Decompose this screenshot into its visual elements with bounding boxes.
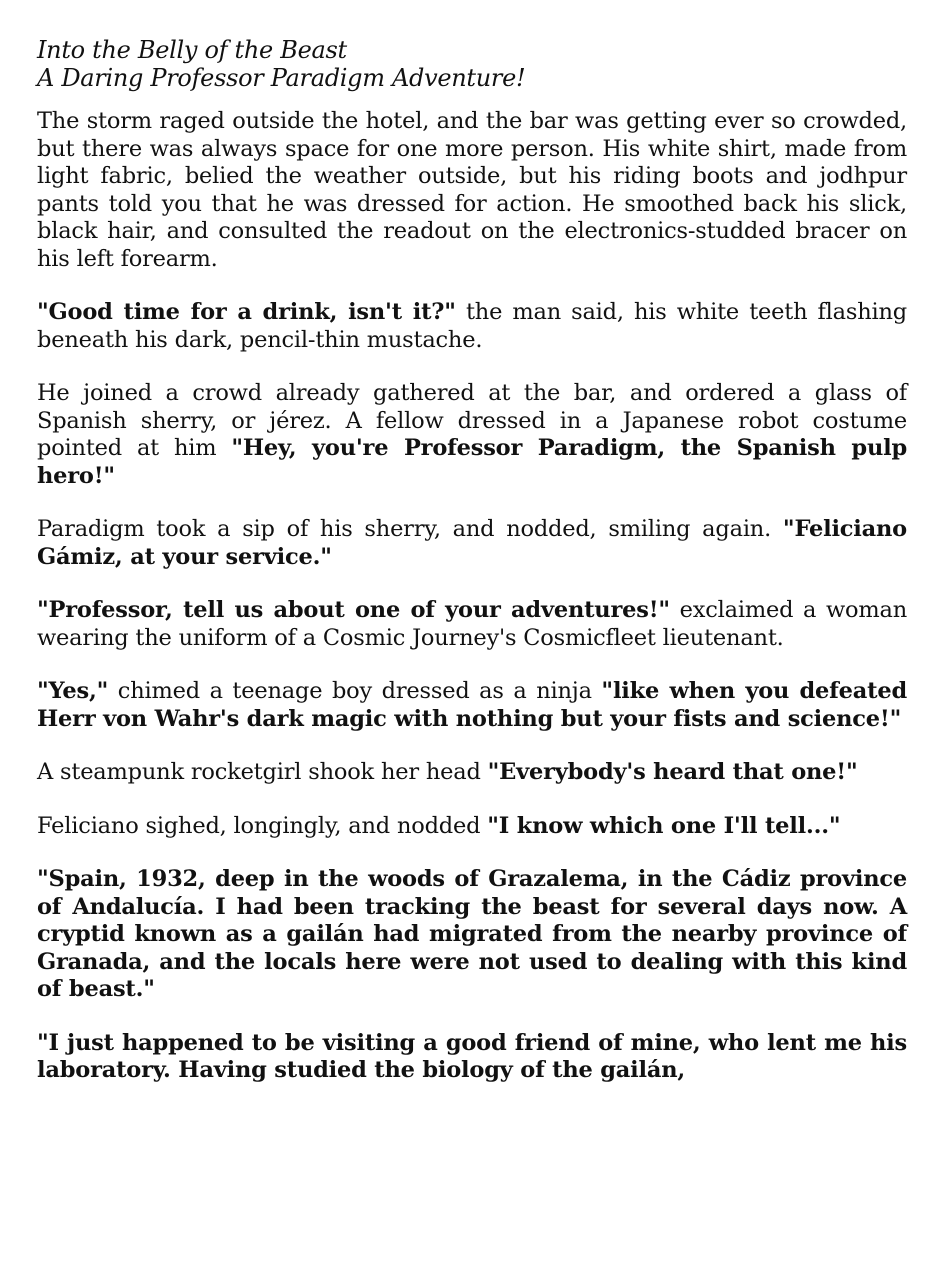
paragraph-7 [37, 759, 907, 787]
dialogue-run: "Feliciano Gámiz, at your service." [37, 516, 907, 570]
dialogue-run: "Yes," [37, 678, 109, 704]
dialogue-run: "I just happened to be visiting a good friend of mine, who lent me his laboratory. Having studied the biology of the gailán, [37, 1029, 907, 1083]
paragraph-8 [37, 813, 907, 841]
text-run: The storm raged outside the hotel, and the bar was getting ever so crowded, but there was always space for one more person. His white shirt, made from light fabric, belied the weather outside, but his riding boots and jodhpur pants told you that he was dressed for action. He smoothed back his slick, black hair, and consulted the readout on the electronics-studded bracer on his left forearm. [37, 108, 907, 272]
paragraph-5 [37, 597, 907, 652]
paragraph-9 [37, 866, 907, 1004]
text-run: Paradigm took a sip of his sherry, and nodded, smiling again. [37, 516, 783, 542]
dialogue-run: "Hey, you're Professor Paradigm, the Spanish pulp hero!" [37, 435, 907, 489]
text-run: He joined a crowd already gathered at the bar, and ordered a glass of Spanish sherry, or jérez. A fellow dressed in a Japanese robot costume pointed at him [37, 380, 907, 461]
text-run: Feliciano sighed, longingly, and nodded [37, 812, 488, 839]
paragraph-6 [37, 678, 907, 733]
dialogue-run: "Good time for a drink, isn't it?" [37, 299, 456, 325]
story-page [37, 36, 907, 1111]
dialogue-run: "Professor, tell us about one of your adventures!" [37, 597, 670, 623]
title-line-2: A Daring Professor Paradigm Adventure! [37, 64, 526, 92]
paragraph-1 [37, 108, 907, 273]
paragraph-3 [37, 380, 907, 490]
story-title [37, 36, 907, 92]
paragraph-2 [37, 299, 907, 354]
paragraph-10 [37, 1030, 907, 1085]
text-run: the man said, his white teeth flashing beneath his dark, pencil-thin mustache. [37, 299, 907, 353]
dialogue-run: "like when you defeated Herr von Wahr's dark magic with nothing but your fists and science!" [37, 678, 907, 732]
text-run: exclaimed a woman wearing the uniform of a Cosmic Journey's Cosmicfleet lieutenant. [37, 597, 907, 651]
text-run: A steampunk rocketgirl shook her head [37, 759, 488, 785]
dialogue-run: "I know which one I'll tell..." [487, 812, 841, 839]
dialogue-run: "Everybody's heard that one!" [487, 759, 858, 785]
paragraph-4 [37, 516, 907, 571]
dialogue-run: "Spain, 1932, deep in the woods of Grazalema, in the Cádiz province of Andalucía. I had been tracking the beast for several days now. A cryptid known as a gailán had migrated from the nearby province of Granada, and the locals here were not used to dealing with this kind of beast." [37, 866, 907, 1002]
text-run: chimed a teenage boy dressed as a ninja [108, 678, 602, 704]
title-line-1: Into the Belly of the Beast [37, 36, 347, 64]
